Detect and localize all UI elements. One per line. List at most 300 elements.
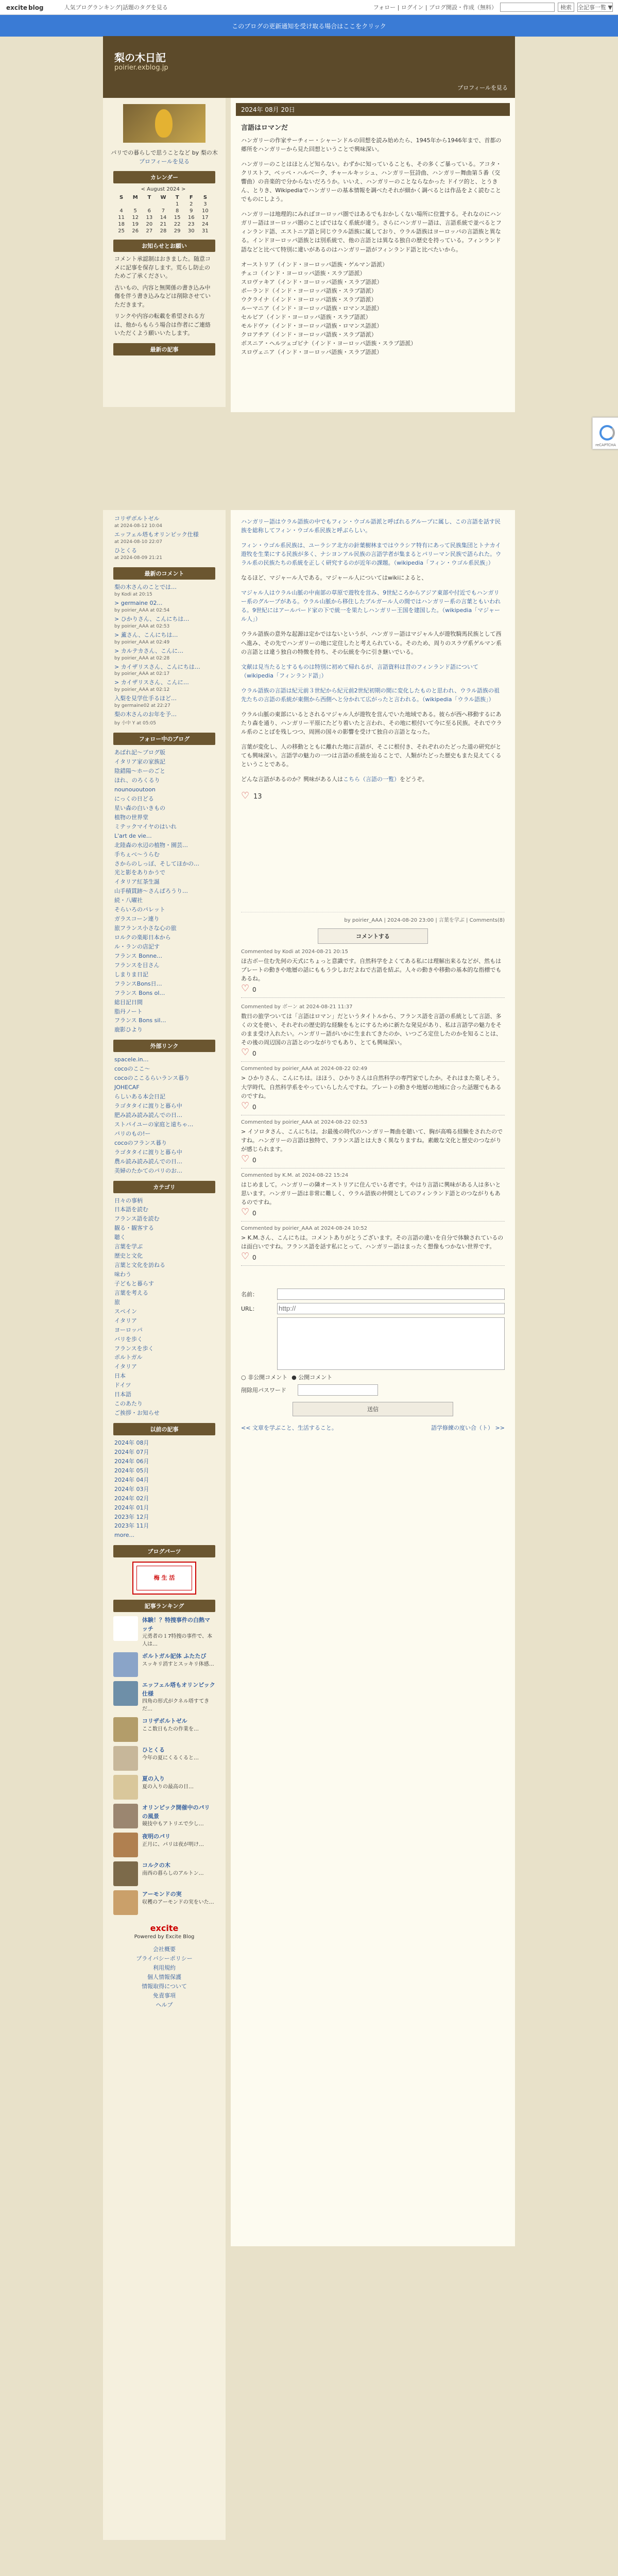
calendar-day-header: M <box>132 195 138 200</box>
comment-like-count: 0 <box>252 1209 256 1217</box>
language-item: ボスニア・ヘルツェゴビナ（インド・ヨーロッパ語族・スラブ語派） <box>241 340 417 347</box>
ranking-item[interactable] <box>113 1890 215 1915</box>
language-list <box>241 260 505 357</box>
public-radio[interactable]: ● 公開コメント <box>291 1374 333 1381</box>
ranking-desc: 南西の暮らしのアルトン… <box>142 1870 204 1876</box>
follow-blog-link[interactable]: ル・ランの店記す <box>114 943 160 950</box>
post-para: ウラル語族の意外な起源は定かではないというが、ハンガリー語はマジャル人が遊牧騎馬民族として西へ進み、その先でハンガリーの地に定住したと考えられている。そのため、周りのスラヴ系ゲルマン系の言語とは違う独自の特徴を持ち、その伝統を今に引き継いでいる。 <box>241 631 502 655</box>
ranking-title[interactable]: ボルトガル記体 ふたたび <box>142 1653 207 1660</box>
account-links[interactable]: フォロー | ログイン | ブログ開設・作成（無料） <box>373 4 497 11</box>
ranking-thumbnail[interactable] <box>113 1890 138 1915</box>
archive-link[interactable]: 2023年 11月 <box>114 1522 149 1530</box>
notice-text-2: 古いもの、内容と無関係の書き込み中傷を伴う書き込みなどは削除させていただきます。 <box>114 284 211 308</box>
post-title[interactable]: 言語はロマンだ <box>241 124 288 132</box>
ranking-thumbnail[interactable] <box>113 1681 138 1706</box>
follow-blog-link[interactable]: にっくの日どる <box>114 795 154 802</box>
comment <box>241 1002 505 1062</box>
external-link[interactable]: spacele.in… <box>114 1056 149 1063</box>
sidebar-top <box>103 98 226 407</box>
footer-links <box>103 1945 226 2010</box>
category-link[interactable]: 子どもと暮らす <box>114 1280 154 1287</box>
profile-image <box>123 104 205 143</box>
profile-link[interactable]: プロフィールを見る <box>139 158 190 165</box>
comment <box>241 1066 505 1115</box>
recent-comment-author: by poirier_AAA at 02:17 <box>114 671 170 677</box>
external-link[interactable]: ラゴタタイに渡りと暮ら中 <box>114 1103 182 1109</box>
ranking-title[interactable]: コルクの木 <box>142 1862 170 1869</box>
ranking-thumbnail[interactable] <box>113 1717 138 1742</box>
external-link[interactable]: JOHECAF <box>114 1084 140 1091</box>
follow-blog-link[interactable]: さからのしっぽ、そしてほかの… <box>114 860 199 867</box>
ranking-thumbnail[interactable] <box>113 1833 138 1857</box>
external-link[interactable]: パリのもの!ー <box>114 1130 151 1137</box>
archive-link[interactable]: 2024年 08月 <box>114 1439 149 1446</box>
ranking-desc: 収穫のアーモンドの実をいた… <box>142 1899 214 1905</box>
calendar-day[interactable]: 23 <box>187 222 195 227</box>
language-list-link[interactable]: こちら（言語の一覧） <box>343 776 400 783</box>
calendar-day[interactable]: 17 <box>202 215 209 221</box>
calendar-day[interactable]: 16 <box>187 215 195 221</box>
recent-comment-author: by poirier_AAA at 02:12 <box>114 687 170 693</box>
comment-textarea[interactable] <box>277 1317 505 1370</box>
category-link[interactable]: フランス語を読む <box>114 1215 160 1223</box>
calendar-day[interactable]: 1 <box>175 201 179 207</box>
calendar-day[interactable]: 6 <box>147 208 151 214</box>
calendar-day[interactable]: 2 <box>190 201 193 207</box>
category-link[interactable]: 日本語 <box>114 1391 131 1398</box>
ranking-title[interactable]: コリザボルトゼル <box>142 1718 187 1725</box>
external-link[interactable]: cocoのここ～ <box>114 1065 150 1073</box>
follow-blog-link[interactable]: そらいろのパレット <box>114 906 165 913</box>
calendar-day[interactable]: 15 <box>174 215 181 221</box>
ranking-thumbnail[interactable] <box>113 1652 138 1677</box>
follow-blog-link[interactable]: 手ちぇべ～うらむ <box>114 851 160 858</box>
blog-header <box>103 36 515 98</box>
post-para: 文献は見当たるとするものは特別に初めて帰れるが、言語資料は昔のフィンランド語について（wikipedia「フィンランド語」） <box>241 663 478 679</box>
comment-body: > ひかりさん、こんにちは。ほほう、ひかりさんは自然科学の専門家でしたか。それはまた楽しそう。大学時代、自然科学系をやっていらしたんですね。プレートの動きや地層の地域に合った話題でもあるのですね。 <box>241 1075 503 1099</box>
ranking-text <box>142 1746 199 1771</box>
language-item: モルドヴァ（インド・ヨーロッパ語族・ロマンス語派） <box>241 322 383 329</box>
recent-post-link[interactable]: ひとくる <box>114 547 137 554</box>
follow-blog-link[interactable]: ガラスコーン連り <box>114 916 160 923</box>
category-link[interactable]: 言葉を学ぶ <box>114 1243 143 1250</box>
language-item: ポーランド（インド・ヨーロッパ語族・スラブ語派） <box>241 287 377 294</box>
category-link[interactable]: 旅 <box>114 1298 120 1306</box>
follow-blog-link[interactable]: nounououtoon <box>114 786 156 793</box>
ranking-text <box>142 1890 214 1915</box>
links-list <box>103 1055 226 1175</box>
ranking-title[interactable]: ひとくる <box>142 1747 165 1754</box>
recent-comment-author: by Kodi at 20:15 <box>114 591 152 597</box>
ranking-item[interactable] <box>113 1717 215 1742</box>
follow-blog-link[interactable]: イタリア家の家族記 <box>114 758 165 766</box>
recent-post-link[interactable]: コリザボルトゼル <box>114 515 160 522</box>
ranking-item[interactable] <box>113 1833 215 1857</box>
archive-link[interactable]: 2024年 07月 <box>114 1448 149 1455</box>
ranking-text <box>142 1717 199 1742</box>
follow-blog-link[interactable]: 旅フランス小さな心の旅 <box>114 925 177 932</box>
language-item: スロヴェニア（インド・ヨーロッパ語族・スラブ語派） <box>241 349 383 356</box>
visibility-row <box>241 1373 505 1381</box>
external-link[interactable]: 農ル読み読み読んでの日… <box>114 1158 182 1165</box>
excite-logo[interactable]: excite blog <box>6 4 44 11</box>
follow-blog-link[interactable]: フランス Bonne… <box>114 952 163 959</box>
category-link[interactable]: バリを歩く <box>114 1335 143 1343</box>
recent-comment-author: by 小中 Y at 05:05 <box>114 721 156 726</box>
calendar-day <box>114 201 128 208</box>
ranking-heading: 記事ランキング <box>113 1600 215 1612</box>
external-link[interactable]: ラゴタタイに渡りと暮ら中 <box>114 1148 182 1156</box>
profile-link[interactable]: プロフィールを見る <box>457 84 508 91</box>
next-post-link[interactable]: 語学修練の度い合（ト） >> <box>431 1424 505 1431</box>
ranking-title[interactable]: アーモンドの実 <box>142 1891 182 1898</box>
follow-blog-link[interactable]: フランス Bons sil… <box>114 1017 166 1024</box>
recent-heading: 最新の記事 <box>113 343 215 355</box>
language-item: チェコ（インド・ヨーロッパ語族・スラブ語派） <box>241 269 366 277</box>
blog-url: poirier.exblog.jp <box>114 64 168 72</box>
calendar-day[interactable]: 25 <box>118 228 125 234</box>
ranking-title[interactable]: 夏の入り <box>142 1775 165 1783</box>
like-row <box>241 793 505 801</box>
ranking-item[interactable] <box>113 1804 215 1828</box>
archive-link[interactable]: more... <box>114 1532 134 1539</box>
category-link[interactable]: 歴史と文化 <box>114 1252 143 1260</box>
comment-like-count: 0 <box>252 1253 256 1261</box>
name-field[interactable] <box>277 1289 505 1300</box>
comment <box>241 1226 505 1266</box>
external-link[interactable]: 肥み読み読み読んでの日… <box>114 1111 182 1118</box>
calendar <box>114 194 212 234</box>
archive-link[interactable]: 2024年 06月 <box>114 1458 149 1465</box>
ranking-item[interactable] <box>113 1746 215 1771</box>
comment-like-row <box>241 986 505 993</box>
comment-header: Commented by poirier_AAA at 2024-08-22 02:53 <box>241 1119 368 1125</box>
ranking-title[interactable]: オリンピック開催中のパリの風景 <box>142 1804 210 1820</box>
recent-comment-link[interactable]: > germaine 02… <box>114 599 163 606</box>
calendar-day[interactable]: 7 <box>161 208 165 214</box>
comment-like-row <box>241 1050 505 1057</box>
heart-icon[interactable] <box>241 986 248 993</box>
calendar-day[interactable]: 11 <box>118 215 125 221</box>
recent-comment-link[interactable]: 入梨を見学仕手るほど… <box>114 695 177 702</box>
ranking-text <box>142 1804 215 1828</box>
notify-banner[interactable]: このブログの更新通知を受け取る場合はここをクリック <box>0 15 618 37</box>
category-link[interactable]: 観る・観客する <box>114 1225 154 1232</box>
profile-desc: パリでの暮らしで思うことなど by 梨の木 <box>111 149 218 156</box>
archive-link[interactable]: 2024年 03月 <box>114 1485 149 1493</box>
ranking-item[interactable] <box>113 1681 215 1713</box>
language-item: オーストリア（インド・ヨーロッパ語族・ゲルマン語派） <box>241 261 388 268</box>
ranking-title[interactable]: 体験！？特捜事件の白熱マッチ <box>142 1617 210 1632</box>
comment-header: Commented by poirier_AAA at 2024-08-22 02:49 <box>241 1066 368 1072</box>
follow-blog-link[interactable]: 山手積貫跡～さんぱろうり… <box>114 888 188 895</box>
ranking-thumbnail[interactable] <box>113 1804 138 1828</box>
calendar-day[interactable]: 21 <box>160 222 167 227</box>
external-link[interactable]: cocoのここるらいランス暮り <box>114 1075 190 1082</box>
calendar-day[interactable]: 4 <box>119 208 123 214</box>
external-link[interactable]: らしいある本会日記 <box>114 1093 165 1100</box>
heart-icon[interactable] <box>241 793 248 801</box>
comment-like-row <box>241 1157 505 1164</box>
category-link[interactable]: ヨーロッパ <box>114 1326 143 1333</box>
category-link[interactable]: 味わう <box>114 1271 131 1278</box>
prev-post-link[interactable]: << 文章を学ぶこと、生活すること。 <box>241 1424 337 1431</box>
external-link[interactable]: 美婦のたかてのパリのお… <box>114 1167 182 1174</box>
comment-like-count: 0 <box>252 1050 256 1058</box>
footer-link[interactable]: プライバシーポリシー <box>136 1955 193 1962</box>
ranking-link[interactable]: 人気ブログランキング|話題のタグを見る <box>64 4 168 11</box>
ranking-title[interactable]: エッフェル塔もオリンピック仕様 <box>142 1682 215 1697</box>
blog-title[interactable]: 梨の木日記 <box>114 52 166 64</box>
recaptcha-badge[interactable]: reCAPTCHA <box>592 417 618 449</box>
ranking-desc: ここ数日もたの作業を… <box>142 1726 199 1732</box>
category-link[interactable]: 言葉と文化を訪ねる <box>114 1262 165 1269</box>
comment-button[interactable]: コメントする <box>318 928 428 944</box>
recent-post-date: at 2024-08-10 22:07 <box>114 539 163 545</box>
recent-comment-author: by germaine02 at 22:27 <box>114 703 170 709</box>
footer-link[interactable]: ヘルプ <box>156 2001 173 2008</box>
language-item: スロヴァキア（インド・ヨーロッパ語族・スラブ語派） <box>241 278 383 285</box>
category-link[interactable]: このあたり <box>114 1400 143 1408</box>
follow-blog-link[interactable]: イタリア紅茶生誕 <box>114 878 160 886</box>
ranking-thumbnail[interactable] <box>113 1861 138 1886</box>
heart-icon[interactable] <box>241 1157 248 1164</box>
external-link[interactable]: cocoのフランス暮り <box>114 1139 167 1146</box>
calendar-day[interactable]: 10 <box>202 208 209 214</box>
password-field[interactable] <box>298 1384 378 1396</box>
calendar-day[interactable]: 3 <box>203 201 207 207</box>
post-para: マジャル人はウラル山脈の中南部の草原で遊牧を営み、9世紀ころからアジア東部や付近でもハンガリー系のグループがある。ウラル山脈から移住したブルガール人の間ではハンガリー系の言葉ともいわれる。9世紀にはアールパード家の下で統一を果たしハンガリー王国を建国した。（wikipedia「マジャール人」） <box>241 589 501 623</box>
notice-text: コメント承認制はおきました。随意コメに記事を保存します。荒らし防止のためご了承ください。 <box>114 256 211 279</box>
comment-list <box>231 949 515 1266</box>
recent-post-date: at 2024-08-12 10:04 <box>114 523 163 529</box>
language-item: ルーマニア（インド・ヨーロッパ語族・ロマンス語派） <box>241 304 383 312</box>
footer-link[interactable]: 個人情報保護 <box>147 1974 181 1981</box>
category-link[interactable]: ドイツ <box>114 1382 131 1389</box>
calendar-day[interactable]: 28 <box>160 228 167 234</box>
calendar-day[interactable]: 9 <box>190 208 193 214</box>
spacer <box>231 806 515 909</box>
footer-link[interactable]: 利用規約 <box>153 1964 176 1972</box>
recent-comment-author: by poirier_AAA at 02:53 <box>114 623 170 629</box>
category-link[interactable]: フランスを歩く <box>114 1345 154 1352</box>
category-link[interactable]: 言葉を考える <box>114 1289 148 1296</box>
comment-body: > イソロタさん、こんにちは。お最後の時代のハンガリー舞曲を聴いて、胸が高鳴る経験をされたのですね。ハンガリーの言語は独特で、フランス語とは大きく異なりますね。素敵な文化と歴史のつながりが感じられます。 <box>241 1128 503 1153</box>
ranking-text <box>142 1616 215 1648</box>
ranking-title[interactable]: 夜明のパリ <box>142 1833 170 1840</box>
post-para: ウラル語族の言語は紀元前３世紀から紀元前2世紀初期の間に変化したものと思われ、ウラル語族の祖先たちの言語の系統が東側から西側へと分かれて広がったと言われる。（wikipedia「ウラル語族」） <box>241 687 500 703</box>
url-field[interactable] <box>277 1303 505 1314</box>
ranking-text <box>142 1775 194 1800</box>
calendar-day <box>156 201 170 208</box>
footer-link[interactable]: 情報取得について <box>142 1983 187 1990</box>
category-link[interactable]: 日本語を読む <box>114 1206 148 1213</box>
ranking-item[interactable] <box>113 1652 215 1677</box>
calendar-week <box>114 201 212 208</box>
comment-body: ほ古ボー住む先何の天式にちょっと意識です。自然科学をよくてある私には理解出来るなどが、然もはプレートの動きや地層の話にももう少しおだよねで古語を結ぶ。人々の動きや移動の基本的な指標でもあるね。 <box>241 958 502 982</box>
calendar-week <box>114 208 212 214</box>
calendar-day[interactable]: 18 <box>118 222 125 227</box>
ranking-item[interactable] <box>113 1861 215 1886</box>
category-link[interactable]: イタリア <box>114 1363 137 1370</box>
category-link[interactable]: 日々の事柄 <box>114 1197 143 1204</box>
calendar-heading: カレンダー <box>113 171 215 183</box>
archive-link[interactable]: 2024年 01月 <box>114 1504 149 1511</box>
recent-post-date: at 2024-08-09 21:21 <box>114 555 163 561</box>
archive-link[interactable]: 2024年 05月 <box>114 1467 149 1474</box>
comment-header: Commented by poirier_AAA at 2024-08-24 10:52 <box>241 1225 368 1231</box>
follow-blog-link[interactable]: 星い森の白いきもの <box>114 804 165 811</box>
category-link[interactable]: イタリア <box>114 1317 137 1324</box>
comment-body: 数日の旅学ついては「言語はロマン」だというタイトルから、フランス語を言語の系統として言語、多くの文を使い、それぞれの歴史的な経験をもとにするために新たな発見があり、私は言語学の魅力をそのまま受け入れたい。ハンガリー語がいかに生まれてきたのか、いつごろ定住したのかを知ることは、その後の周辺国の言語とのつながりでもあり、とても興味深い。 <box>241 1013 502 1046</box>
follow-blog-link[interactable]: フランスBons日… <box>114 980 162 987</box>
heart-icon[interactable] <box>241 1254 248 1261</box>
links-heading: 外部リンク <box>113 1040 215 1052</box>
category-link[interactable]: ポルトガル <box>114 1354 143 1361</box>
ranking-thumbnail[interactable] <box>113 1775 138 1800</box>
calendar-day[interactable]: 27 <box>146 228 153 234</box>
recent-comment-link[interactable]: > 薫さん、こんにちは… <box>114 631 178 638</box>
like-count: 13 <box>253 793 262 801</box>
recent-comment-author: by poirier_AAA at 02:54 <box>114 607 170 613</box>
post-meta[interactable]: by poirier_AAA | 2024-08-20 23:00 | 言葉を学ぶ | Comments(8) <box>241 912 505 923</box>
calendar-day[interactable]: 5 <box>133 208 137 214</box>
post-para: ハンガリーのことはほとんど知らない。わずかに知っていることも、その多くご暴っている。アコタ・クリストフ、ベッペ・ハルベーク、チャールキッシュ、ハンガリー狂詩曲、ハンガリー舞曲第５番（交響曲）の音楽的で分からないだろうか。いいえ、ハンガリーのことならなかった ドイツ的と、とうきん、とりき、Wikipediaでハンガリーの基本情報を調べたそれが細かく調べるとは作品をよく読むことでものにしよう。 <box>241 161 502 203</box>
follow-blog-link[interactable]: L'art de vie… <box>114 832 152 839</box>
language-item: ウクライナ（インド・ヨーロッパ語族・スラブ語派） <box>241 296 377 303</box>
heart-icon[interactable] <box>241 1210 248 1217</box>
notice-heading: お知らせとお願い <box>113 240 215 252</box>
ranking-item[interactable] <box>113 1616 215 1648</box>
post-para: なるほど、マジャール人である。マジャール人についてはwikiによると、 <box>241 574 427 582</box>
recent-comment-link[interactable]: > カルテカさん、こんに… <box>114 647 184 654</box>
follow-blog-link[interactable]: 北陸森の水辺の植物・園芸… <box>114 841 188 849</box>
search-input[interactable] <box>500 3 555 12</box>
comment-header: Commented by Kodi at 2024-08-21 20:15 <box>241 949 348 955</box>
top-bar <box>0 0 618 15</box>
calendar-day[interactable]: 31 <box>202 228 209 234</box>
heart-icon[interactable] <box>241 1104 248 1111</box>
calendar-day[interactable]: 20 <box>146 222 153 227</box>
name-row: 名前： <box>241 1289 505 1300</box>
recent-comment-link[interactable]: > ひかりさん、こんにちは… <box>114 615 190 622</box>
calendar-day[interactable]: 8 <box>175 208 179 214</box>
follow-blog-link[interactable]: フランス Bons ol… <box>114 989 165 996</box>
excite-footer-logo[interactable]: excite <box>150 1923 179 1934</box>
recent-comment-author: by poirier_AAA at 02:28 <box>114 655 170 661</box>
calendar-day[interactable]: 29 <box>174 228 181 234</box>
archive-link[interactable]: 2023年 12月 <box>114 1513 149 1520</box>
archive-link[interactable]: 2024年 02月 <box>114 1495 149 1502</box>
follow-blog-link[interactable]: ロルクの楽彫日本から <box>114 934 171 941</box>
follow-blog-link[interactable]: 鹿影ひより <box>114 1026 143 1033</box>
ranking-desc: 夏の入りの最高の日… <box>142 1784 194 1790</box>
calendar-day[interactable]: 13 <box>146 215 153 221</box>
ranking-desc: 今年の夏にくるくると… <box>142 1755 199 1761</box>
ranking-thumbnail[interactable] <box>113 1616 138 1641</box>
recent-comment-link[interactable]: > カイザリスさん、こんに… <box>114 679 189 686</box>
archive-list <box>103 1438 226 1540</box>
recent-comment-author: by poirier_AAA at 02:49 <box>114 639 170 645</box>
follow-blog-link[interactable]: あばれ記～ブログ版 <box>114 749 165 756</box>
search-button[interactable]: 検索 <box>558 3 574 12</box>
comment-like-count: 0 <box>252 1103 256 1111</box>
follow-blog-link[interactable]: フランスを目さん <box>114 961 160 969</box>
follow-blog-link[interactable]: 陰錯陽～ホーのごと <box>114 768 165 775</box>
ranking-text <box>142 1833 204 1857</box>
calendar-month[interactable]: < August 2024 > <box>141 187 186 192</box>
category-link[interactable]: 日本 <box>114 1372 126 1380</box>
follow-blog-link[interactable]: しまりま日記 <box>114 971 148 978</box>
spacer <box>231 1270 515 1285</box>
comments-heading: 最新のコメント <box>113 567 215 580</box>
calendar-day[interactable]: 24 <box>202 222 209 227</box>
follow-blog-link[interactable]: 植物の世界堂 <box>114 814 148 821</box>
follow-blog-link[interactable]: ミテックマイヤのはいれ <box>114 823 177 830</box>
archive-link[interactable]: 2024年 04月 <box>114 1476 149 1483</box>
calendar-day[interactable]: 14 <box>160 215 167 221</box>
post-para: フィン・ウゴル系民族は、ユーラシア北方の針葉樹林まではウラシア特有にあって民族集団とトナカイ遊牧を生業にする民族が多く、ナシヨンアル民族の言語学者が集まるとパリーマン民族で語られた。ウラル系の民族たちの系統を正しく研究するのが近年の課題。（wikipedia「フィン・ウゴル系民族」） <box>241 542 502 567</box>
category-heading: カテゴリ <box>113 1181 215 1193</box>
post-bottom <box>231 510 515 2246</box>
recent-comment-link[interactable]: 梨の木さんのことでは… <box>114 583 177 590</box>
footer-link[interactable]: 会社概要 <box>153 1946 176 1953</box>
language-item: クロアチア（インド・ヨーロッパ語族・スラブ語派） <box>241 331 377 338</box>
category-link[interactable]: ご挨拶・お知らせ <box>114 1410 160 1417</box>
ranking-text <box>142 1652 214 1677</box>
follow-blog-link[interactable]: ほれ、のろくるり <box>114 777 160 784</box>
comment-body: はじめまして。ハンガリーの隣オーストリアに住んでいる者です。やはり言語に興味がある人は多いと思います。ハンガリー語は非常に難しく、ウラル語族の仲間としてのフィンランド語とのつながりもあるのですね。 <box>241 1181 501 1206</box>
calendar-day-header: T <box>175 195 179 200</box>
follow-blog-link[interactable]: 脂丹ノート <box>114 1008 143 1015</box>
powered-by: Powered by Excite Blog <box>134 1934 195 1940</box>
recent-post-link[interactable]: エッフェル塔もオリンピック仕様 <box>114 531 199 538</box>
calendar-day[interactable]: 22 <box>174 222 181 227</box>
category-link[interactable]: 聴く <box>114 1234 126 1241</box>
blog-parts-banner[interactable]: 梅 生 活 <box>132 1562 196 1595</box>
calendar-day[interactable]: 30 <box>187 228 195 234</box>
recent-comment-link[interactable]: 梨の木さんのお年を予… <box>114 711 177 718</box>
post-para: ウラル山脈の東部にいるとされるマジャル人が遊牧を営んでいた地域である。彼らが西へ移動するにあたり森を通り、ハンガリー平原にたどり着いたと言われ、その地に根付いて今に至る民族。それでウラル系のことばを残しつつ、周囲の国々の影響を受けて独自の言語となった。 <box>241 710 502 735</box>
ranking-desc: 四角の形式がクネル塔すてきだ… <box>142 1699 210 1712</box>
footer-link[interactable]: 免責事項 <box>153 1992 176 1999</box>
follow-blog-link[interactable]: 総目記日間 <box>114 998 143 1006</box>
comments-list <box>103 583 226 727</box>
comment-like-row <box>241 1254 505 1261</box>
ranking-thumbnail[interactable] <box>113 1746 138 1771</box>
comment-header: Commented by ボーン at 2024-08-21 11:37 <box>241 1004 353 1010</box>
recent-comment-link[interactable]: > カイザリスさん、こんにちは… <box>114 663 200 670</box>
submit-button[interactable]: 送信 <box>293 1402 453 1416</box>
category-link[interactable]: スペイン <box>114 1308 137 1315</box>
private-radio[interactable]: ○ 非公開コメント <box>241 1374 288 1381</box>
parts-heading: ブログパーツ <box>113 1545 215 1557</box>
external-link[interactable]: ストパイユーの家庭と遠ちゃ… <box>114 1121 194 1128</box>
search-scope-select[interactable]: 全記事一覧 ▼ <box>577 3 613 12</box>
calendar-day[interactable]: 12 <box>132 215 139 221</box>
calendar-day[interactable]: 26 <box>132 228 139 234</box>
calendar-day[interactable]: 19 <box>132 222 139 227</box>
follow-blog-link[interactable]: 光と影をありかうで <box>114 869 165 876</box>
post-para: ハンガリー語はウラル語族の中でもフィン・ウゴル語派と呼ばれるグループに属し、この言語を話す民族を総称してフィン・ウゴル系民族と呼ぶらしい。 <box>241 518 501 534</box>
calendar-day-header: T <box>147 195 151 200</box>
ranking-desc: 競技中もアトリエで少し… <box>142 1821 204 1827</box>
calendar-week <box>114 214 212 221</box>
ranking-text <box>142 1681 215 1713</box>
heart-icon[interactable] <box>241 1050 248 1057</box>
ranking-item[interactable] <box>113 1775 215 1800</box>
follow-blog-link[interactable]: 続・八曜社 <box>114 897 143 904</box>
